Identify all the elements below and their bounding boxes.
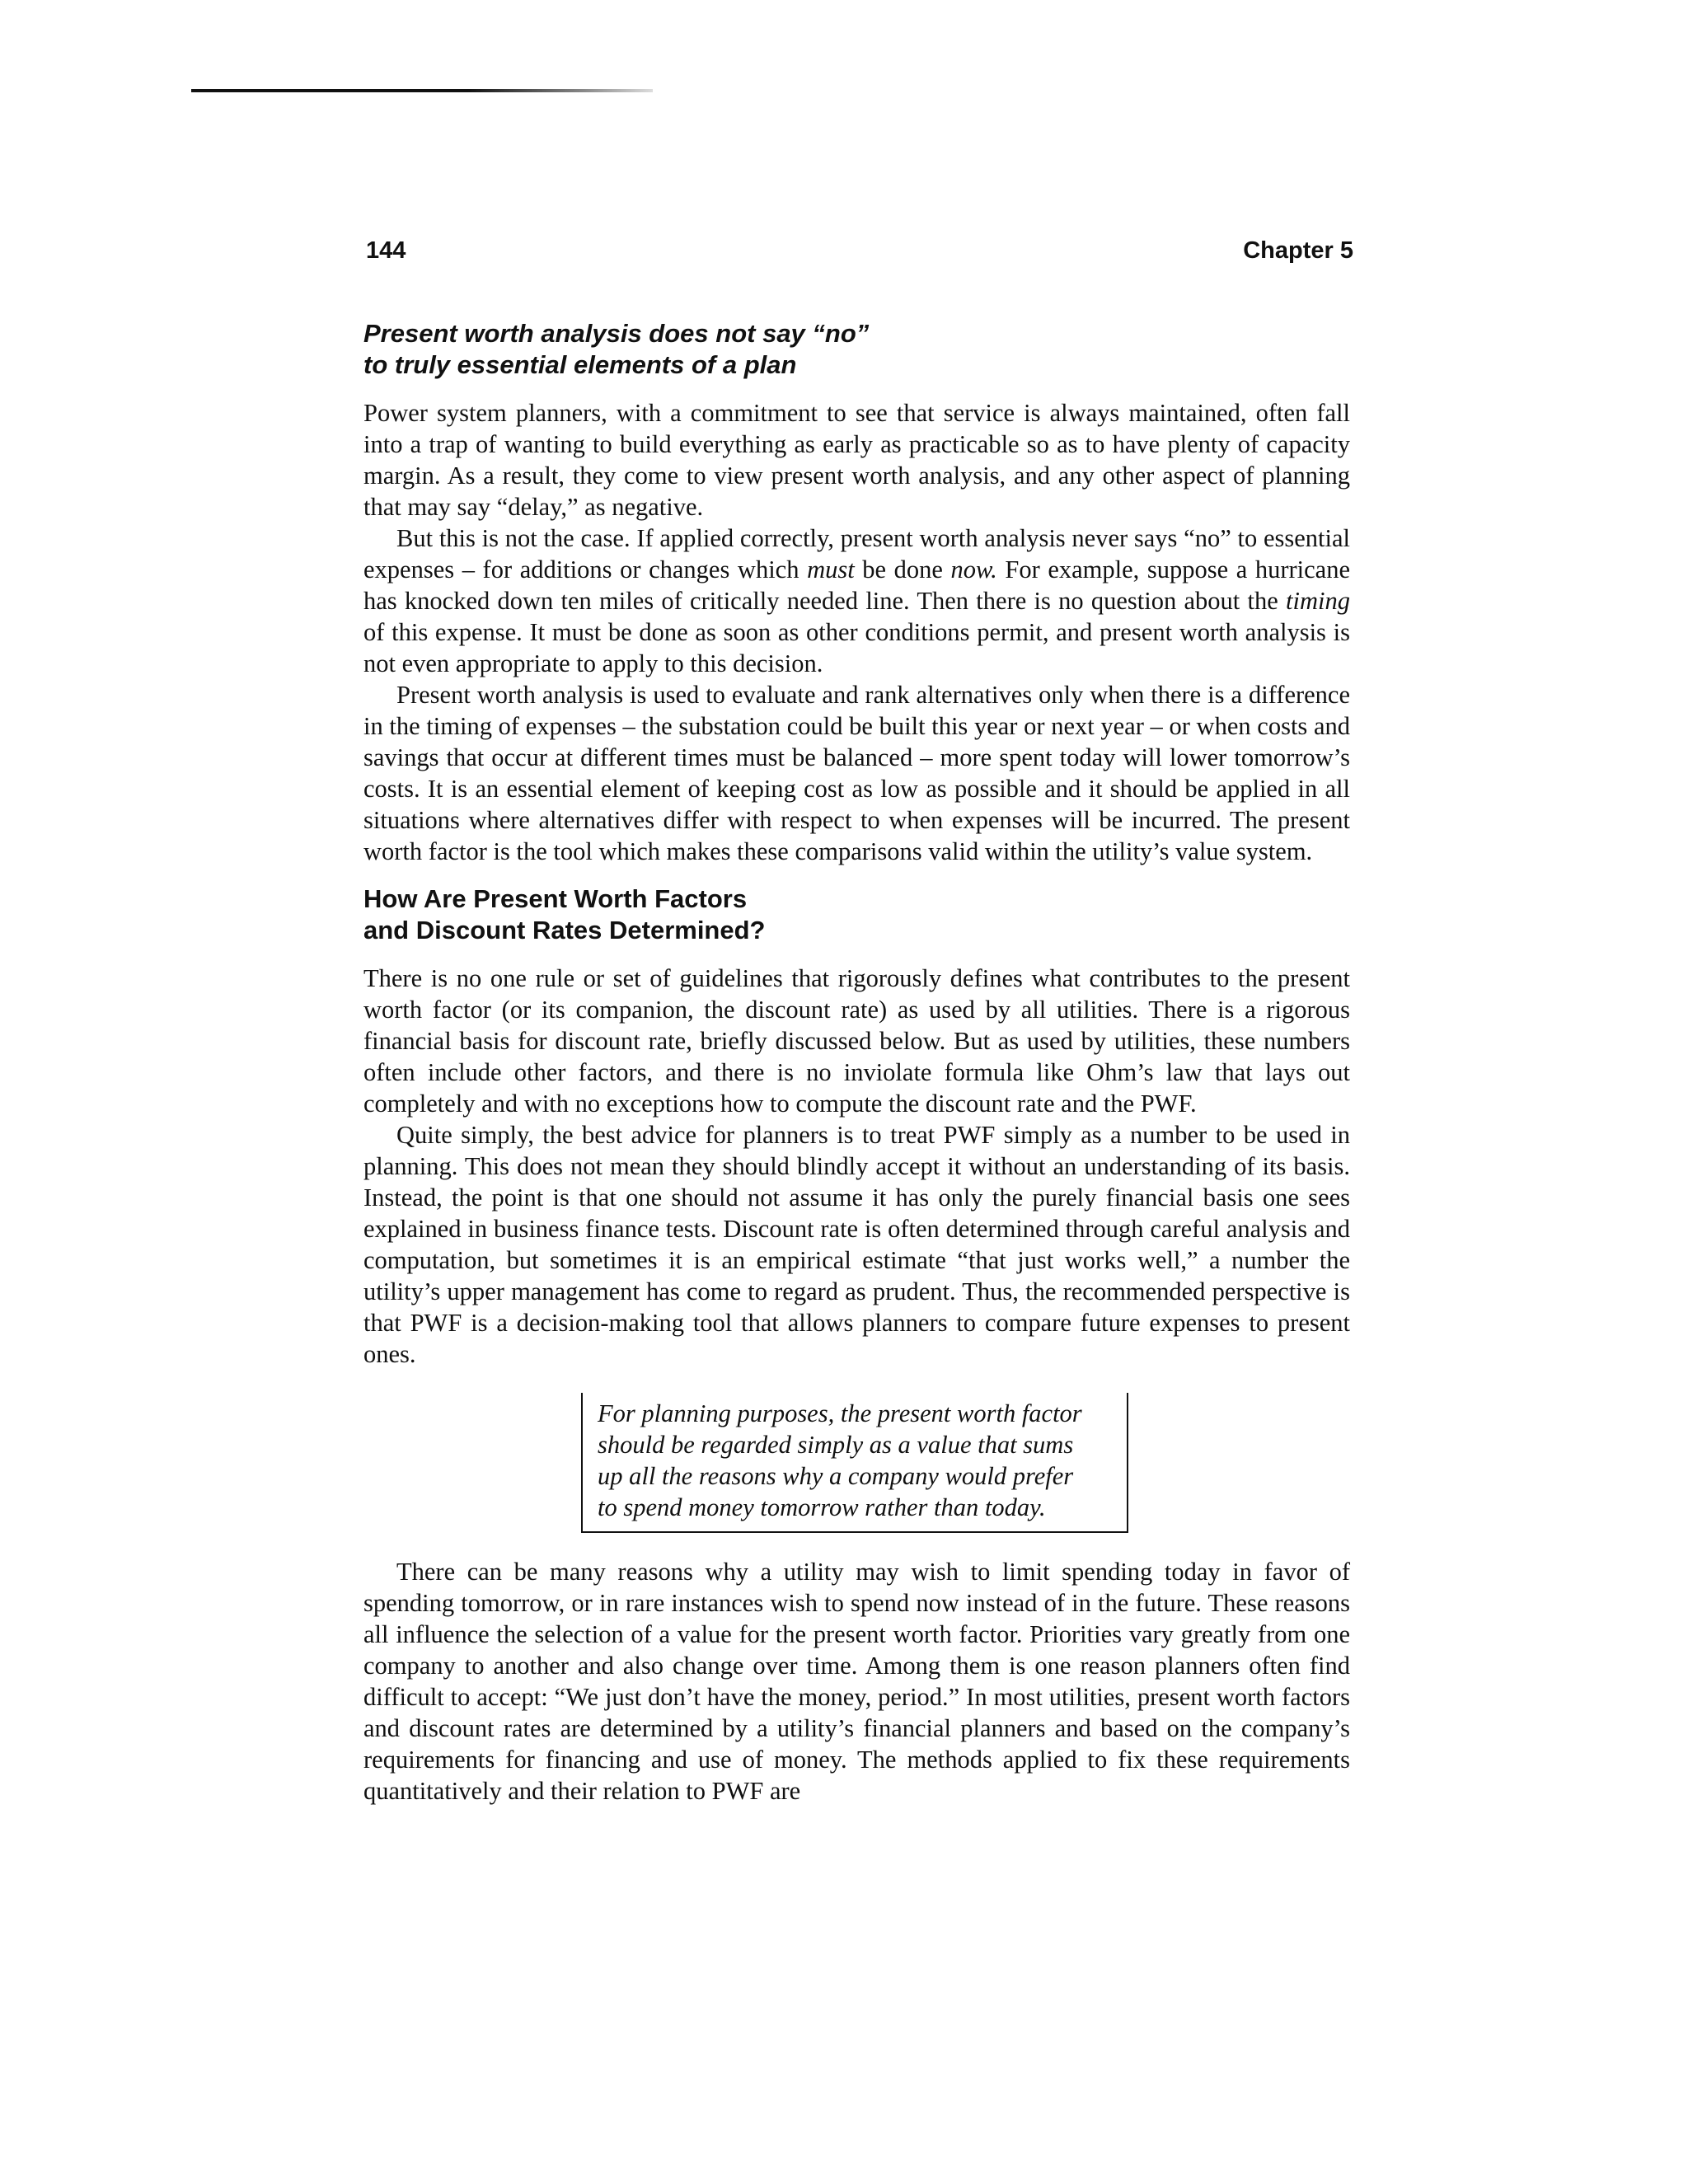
top-rule	[191, 89, 653, 92]
section-heading-present-worth	[363, 318, 1350, 381]
callout-line: up all the reasons why a company would prefer	[598, 1462, 1074, 1490]
emphasis-timing: timing	[1286, 587, 1350, 615]
callout-line: to spend money tomorrow rather than today.	[598, 1493, 1046, 1521]
heading-line: How Are Present Worth Factors	[363, 884, 748, 913]
paragraph: There can be many reasons why a utility may wish to limit spending today in favor of spending tomorrow, or in rare instances wish to spend now instead of in the future. These reasons all influence the selection of a value for the present worth factor. Priorities vary greatly from one company to another and also change over time. Among them is one reason planners often find difficult to accept: “We just don’t have the money, period.” In most utilities, present worth factors and discount rates are determined by a utility’s financial planners and based on the company’s requirements for financing and use of money. The methods applied to fix these requirements quantitatively and their relation to PWF are	[363, 1558, 1350, 1805]
callout-box	[581, 1393, 1128, 1533]
text-run: be done	[854, 555, 951, 583]
paragraph: Present worth analysis is used to evaluate and rank alternatives only when there is a difference in the timing of expenses – the substation could be built this year or next year – or when costs and savings that occur at different times must be balanced – more spent today will lower tomorrow’s costs. It is an essential element of keeping cost as low as possible and it should be applied in all situations where alternatives differ with respect to when expenses will be incurred. The present worth factor is the tool which makes these comparisons valid within the utility’s value system.	[363, 681, 1350, 865]
section-heading-discount-rates	[363, 883, 1350, 946]
paragraph: Power system planners, with a commitment to see that service is always maintained, often fall into a trap of wanting to build everything as early as practicable so as to have plenty of capacity margin. As a result, they come to view present worth analysis, and any other aspect of planning that may say “delay,” as negative.	[363, 399, 1350, 521]
page-body	[363, 318, 1350, 1807]
heading-line: and Discount Rates Determined?	[363, 916, 766, 944]
running-head	[366, 237, 1353, 274]
page-number: 144	[366, 237, 406, 264]
heading-line: Present worth analysis does not say “no”	[363, 319, 870, 348]
paragraph: There is no one rule or set of guidelines that rigorously defines what contributes to the present worth factor (or its companion, the discount rate) as used by all utilities. There is a rigorous financial basis for discount rate, briefly discussed below. But as used by utilities, these numbers often include other factors, and there is no inviolate formula like Ohm’s law that lays out completely and with no exceptions how to compute the discount rate and the PWF.	[363, 964, 1350, 1118]
text-run: But this is not the case. If applied correctly, present worth analysis never says “no” to essential expenses – for additions or changes which	[363, 524, 1350, 583]
paragraph: Quite simply, the best advice for planners is to treat PWF simply as a number to be used in planning. This does not mean they should blindly accept it without an understanding of its basis. Instead, the point is that one should not assume it has only the purely financial basis one sees explained in business finance tests. Discount rate is often determined through careful analysis and computation, but sometimes it is an empirical estimate “that just works well,” a number the utility’s upper management has come to regard as prudent. Thus, the recommended perspective is that PWF is a decision-making tool that allows planners to compare future expenses to present ones.	[363, 1121, 1350, 1368]
callout-line: should be regarded simply as a value that sums	[598, 1431, 1074, 1459]
paragraph	[363, 523, 1350, 679]
callout-line: For planning purposes, the present worth factor	[598, 1399, 1082, 1427]
text-run: For example, suppose a hurricane has knocked down ten miles of critically needed line. Then there is no question about the	[363, 555, 1350, 615]
chapter-label: Chapter 5	[1243, 237, 1353, 264]
text-run: of this expense. It must be done as soon as other conditions permit, and present worth analysis is not even appropriate to apply to this decision.	[363, 618, 1350, 677]
heading-line: to truly essential elements of a plan	[363, 350, 797, 379]
emphasis-now: now.	[950, 555, 997, 583]
emphasis-must: must	[807, 555, 855, 583]
